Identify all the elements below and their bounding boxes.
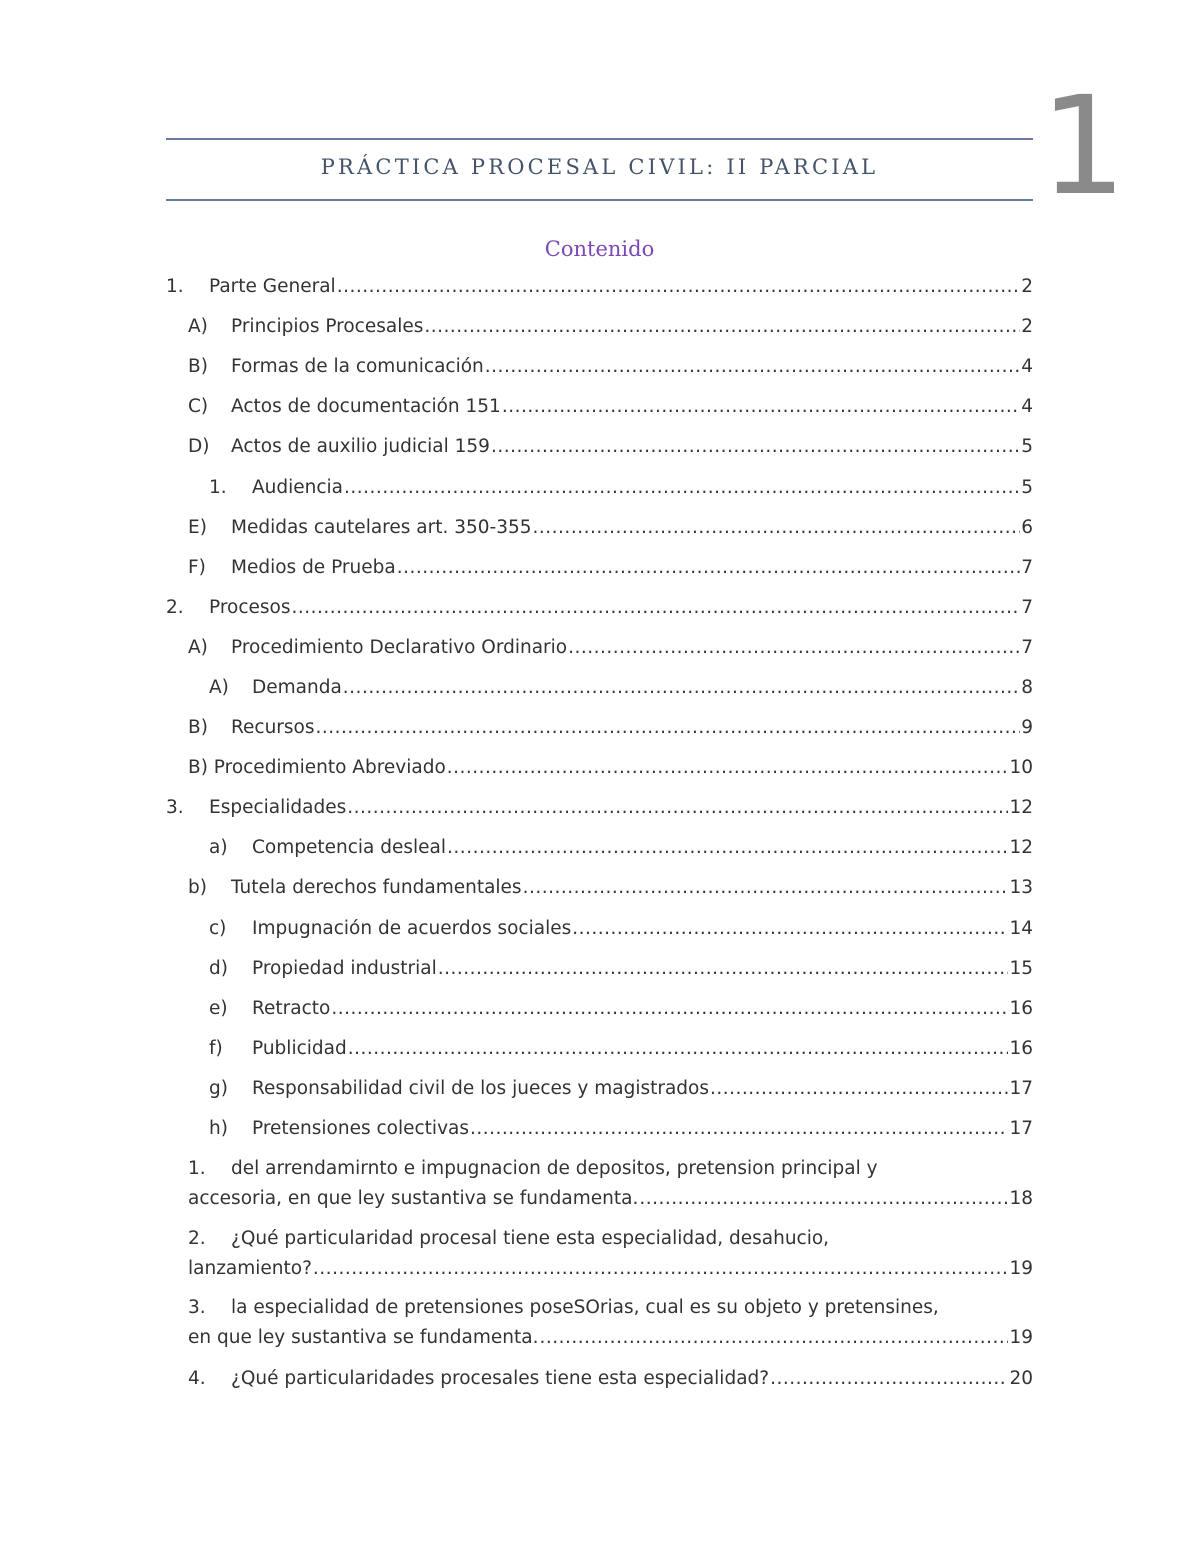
toc-entry[interactable]: b) Tutela derechos fundamentales ..... 13 (188, 873, 1033, 903)
document-title: PRÁCTICA PROCESAL CIVIL: II PARCIAL (320, 155, 879, 179)
toc-entry[interactable]: 3. Especialidades ..... 12 (166, 793, 1033, 823)
toc-entry[interactable]: E) Medidas cautelares art. 350-355 ..... 6 (188, 513, 1033, 543)
toc-entry[interactable]: 1. Parte General ..... 2 (166, 272, 1033, 302)
toc-entry[interactable]: 1. del arrendamirnto e impugnacion de depositos, pretension principal y accesoria, en que ley sustantiva se fundamenta. ..... 18 (188, 1154, 1033, 1214)
toc-entry[interactable]: D) Actos de auxilio judicial 159 ..... 5 (188, 432, 1033, 462)
toc-entry[interactable]: c) Impugnación de acuerdos sociales ..... 14 (209, 914, 1033, 944)
toc-entry[interactable]: 2. Procesos ..... 7 (166, 593, 1033, 623)
toc-entry[interactable]: e) Retracto ..... 16 (209, 994, 1033, 1024)
toc-entry[interactable]: 2. ¿Qué particularidad procesal tiene esta especialidad, desahucio, lanzamiento? ..... 19 (188, 1224, 1033, 1284)
toc-entry[interactable]: F) Medios de Prueba ..... 7 (188, 553, 1033, 583)
toc-entry[interactable]: A) Procedimiento Declarativo Ordinario ..... 7 (188, 633, 1033, 663)
toc-entry[interactable]: B) Formas de la comunicación ..... 4 (188, 352, 1033, 382)
toc-entry[interactable]: a) Competencia desleal ..... 12 (209, 833, 1033, 863)
toc-entry[interactable]: A) Demanda ..... 8 (209, 673, 1033, 703)
toc-heading: Contenido (544, 237, 655, 261)
toc-entry[interactable]: B) Procedimiento Abreviado ..... 10 (188, 753, 1033, 783)
toc-entry[interactable]: 3. la especialidad de pretensiones poseSOrias, cual es su objeto y pretensines, en que ley sustantiva se fundamenta. ..... 19 (188, 1293, 1033, 1353)
toc-entry[interactable]: d) Propiedad industrial ..... 15 (209, 954, 1033, 984)
toc-entry[interactable]: C) Actos de documentación 151 ..... 4 (188, 392, 1033, 422)
toc-entry[interactable]: B) Recursos ..... 9 (188, 713, 1033, 743)
toc-entry[interactable]: A) Principios Procesales ..... 2 (188, 312, 1033, 342)
toc-entry[interactable]: 1. Audiencia ..... 5 (209, 473, 1033, 503)
toc-entry[interactable]: f) Publicidad ..... 16 (209, 1034, 1033, 1064)
page-number: 1 (1040, 68, 1127, 226)
toc-entry[interactable]: g) Responsabilidad civil de los jueces y magistrados ..... 17 (209, 1074, 1033, 1104)
toc-entry[interactable]: 4. ¿Qué particularidades procesales tiene esta especialidad? ..... 20 (188, 1364, 1033, 1394)
toc-entry[interactable]: h) Pretensiones colectivas ..... 17 (209, 1114, 1033, 1144)
